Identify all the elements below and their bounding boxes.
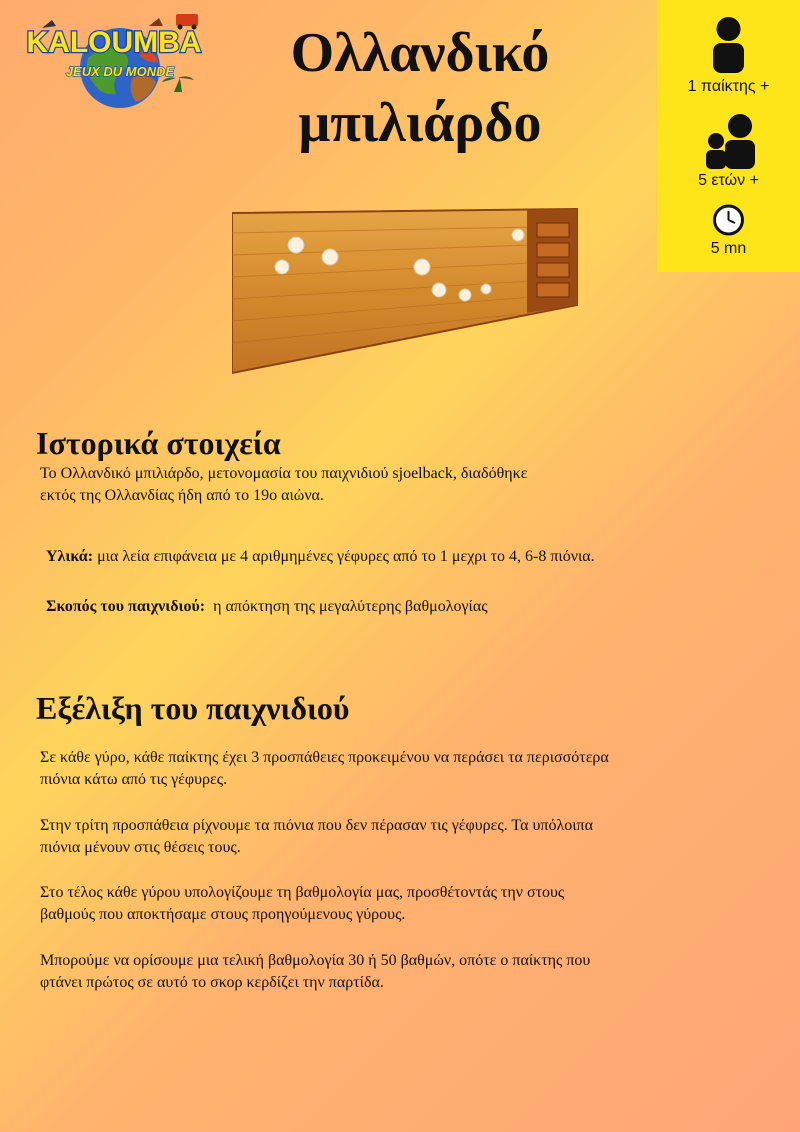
clock-icon — [657, 204, 800, 236]
history-line-2: εκτός της Ολλανδίας ήδη από το 19ο αιώνα. — [40, 487, 324, 504]
progress-p1-line-1: Σε κάθε γύρο, κάθε παίκτης έχει 3 προσπάθειες προκειμένου να περάσει τα περισσότερα — [40, 749, 609, 766]
players-group-icon — [657, 112, 800, 170]
materials-text: μια λεία επιφάνεια με 4 αριθμημένες γέφυρες από το 1 μεχρι το 4, 6-8 πιόνια. — [97, 548, 595, 565]
progress-p2-line-1: Στην τρίτη προσπάθεια ρίχνουμε τα πιόνια που δεν πέρασαν τις γέφυρες. Τα υπόλοιπα — [40, 817, 593, 834]
game-info-box — [657, 0, 800, 272]
progress-heading: Εξέλιξη του παιχνιδιού — [36, 690, 350, 726]
history-line-1: Το Ολλανδικό μπιλιάρδο, μετονομασία του παιχνιδιού sjoelback, διαδόθηκε — [40, 465, 528, 482]
logo-name: KALOUMBA — [26, 26, 202, 59]
goal-label: Σκοπός του παιχνιδιού: — [46, 598, 206, 615]
progress-p3-line-2: βαθμούς που αποκτήσαμε στους προηγούμενους γύρους. — [40, 906, 406, 923]
progress-p4-line-1: Μπορούμε να ορίσουμε μια τελική βαθμολογία 30 ή 50 βαθμών, οπότε ο παίκτης που — [40, 952, 591, 969]
progress-p2-line-2: πιόνια μένουν στις θέσεις τους. — [40, 839, 241, 856]
game-duration: 5 mn — [710, 240, 747, 257]
goal-row — [46, 596, 488, 618]
history-heading: Ιστορικά στοιχεία — [36, 425, 281, 461]
progress-p4-line-2: φτάνει πρώτος σε αυτό το σκορ κερδίζει την παρτίδα. — [40, 974, 384, 991]
globe-logo-icon — [24, 8, 204, 110]
title-line-1: Ολλανδικό — [290, 22, 550, 84]
materials-label: Υλικά: — [46, 548, 94, 565]
goal-text: η απόκτηση της μεγαλύτερης βαθμολογίας — [213, 598, 488, 615]
logo-tagline: JEUX DU MONDE — [65, 64, 175, 79]
player-icon — [657, 16, 800, 74]
title-line-2: μπιλιάρδο — [298, 92, 542, 154]
progress-p3-line-1: Στο τέλος κάθε γύρου υπολογίζουμε τη βαθμολογία μας, προσθέτοντάς την στους — [40, 884, 565, 901]
kaloumba-logo — [24, 8, 204, 110]
page-title — [240, 18, 600, 158]
board-image — [232, 205, 582, 375]
progress-p1-line-2: πιόνια κάτω από τις γέφυρες. — [40, 771, 228, 788]
age-range: 5 ετών + — [698, 172, 759, 189]
players-count: 1 παίκτης + — [687, 78, 770, 95]
materials-row — [46, 546, 595, 568]
